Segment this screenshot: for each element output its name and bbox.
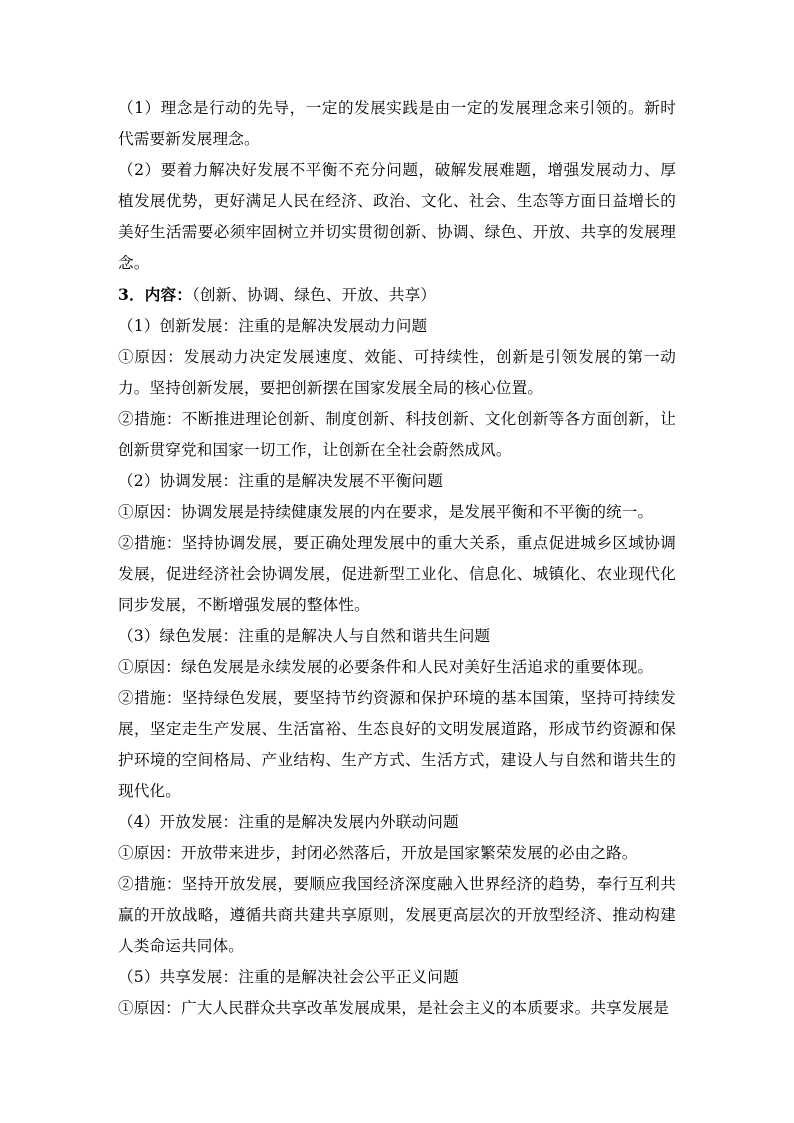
section-3-heading (118, 279, 676, 311)
section-3-heading-note: （创新、协调、绿色、开放、共享） (191, 286, 437, 304)
green-measure: ②措施：坚持绿色发展，要坚持节约资源和保护环境的基本国策，坚持可持续发展，坚定走生产发展、生活富裕、生态良好的文明发展道路，形成节约资源和保护环境的空间格局、产业结构、生产方式、生活方式，建设人与自然和谐共生的现代化。 (118, 689, 676, 800)
intro-paragraph-1: （1）理念是行动的先导，一定的发展实践是由一定的发展理念来引领的。新时代需要新发展理念。 (118, 99, 676, 148)
coordination-measure: ②措施：坚持协调发展，要正确处理发展中的重大关系，重点促进城乡区域协调发展，促进经济社会协调发展，促进新型工业化、信息化、城镇化、农业现代化同步发展，不断增强发展的整体性。 (118, 534, 676, 614)
document-page (118, 93, 676, 1024)
green-title: （3）绿色发展：注重的是解决人与自然和谐共生问题 (118, 627, 491, 645)
intro-paragraph-2: （2）要着力解决好发展不平衡不充分问题，破解发展难题，增强发展动力、厚植发展优势，更好满足人民在经济、政治、文化、社会、生态等方面日益增长的美好生活需要必须牢固树立并切实贯彻创新、协调、绿色、开放、共享的发展理念。 (118, 161, 676, 272)
section-3-heading-label: 3．内容： (118, 285, 192, 304)
openness-measure: ②措施：坚持开放发展，要顺应我国经济深度融入世界经济的趋势，奉行互利共赢的开放战略，遵循共商共建共享原则，发展更高层次的开放型经济、推动构建人类命运共同体。 (118, 875, 676, 955)
openness-title: （4）开放发展：注重的是解决发展内外联动问题 (118, 813, 459, 831)
sharing-title: （5）共享发展：注重的是解决社会公平正义问题 (118, 968, 459, 986)
coordination-title: （2）协调发展：注重的是解决发展不平衡问题 (118, 472, 443, 490)
innovation-reason: ①原因：发展动力决定发展速度、效能、可持续性，创新是引领发展的第一动力。坚持创新发展，要把创新摆在国家发展全局的核心位置。 (118, 348, 676, 397)
green-reason: ①原因：绿色发展是永续发展的必要条件和人民对美好生活追求的重要体现。 (118, 658, 654, 676)
openness-reason: ①原因：开放带来进步，封闭必然落后，开放是国家繁荣发展的必由之路。 (118, 844, 638, 862)
innovation-title: （1）创新发展：注重的是解决发展动力问题 (118, 317, 428, 335)
innovation-measure: ②措施：不断推进理论创新、制度创新、科技创新、文化创新等各方面创新，让创新贯穿党和国家一切工作，让创新在全社会蔚然成风。 (118, 410, 676, 459)
sharing-reason: ①原因：广大人民群众共享改革发展成果，是社会主义的本质要求。共享发展是 (118, 999, 670, 1017)
coordination-reason: ①原因：协调发展是持续健康发展的内在要求，是发展平衡和不平衡的统一。 (118, 503, 654, 521)
